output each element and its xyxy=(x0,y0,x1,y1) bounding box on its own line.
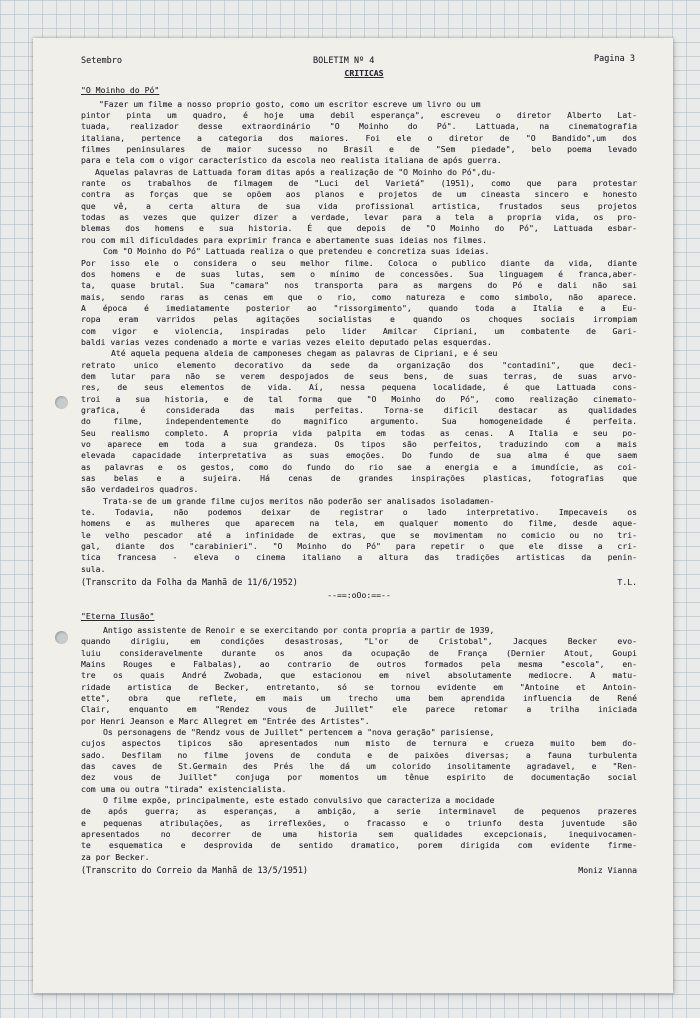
text-line: apresentados no decorrer de uma historia sem qualidades excepcionais, inequivocamen- xyxy=(81,829,637,839)
text-line: filmes peninsulares de maior sucesso no Brasil e de "Sem piedade", belo poema levado xyxy=(81,144,637,155)
text-line: que vê, a certa altura de sua vida profissional artistica, frustados seus projetos xyxy=(81,200,637,211)
review-moinho xyxy=(81,85,637,589)
text-line: ridade artistica de Becker, entretanto, só se tornou evidente em "Antoine et Antoin- xyxy=(81,681,637,692)
review-title: "Eterna Ilusão" xyxy=(81,611,155,622)
text-line: Trata-se de um grande filme cujos meritos não poderão ser analisados isoladamen- xyxy=(103,495,495,506)
text-line: para e tela com o vigor característico da escola neo realista italiana de após guerra. xyxy=(81,155,502,166)
text-line: vo aparece em toda a sua grandeza. Os tipos são perfeitos, traduzindo com a mais xyxy=(81,439,637,449)
text-line: do filme, independentemente do magnifico argumento. Sua homogeneidade é perfeita. xyxy=(81,416,637,427)
text-line: Clair, enquanto em "Rendez vous de Juillet" ele parece retomar a trilha iniciada xyxy=(81,704,637,715)
text-line: com uma ou outra "tirada" existencialista. xyxy=(81,783,287,794)
text-line: e pequenas atribulações, as irreflexões, o fracasso e o triunfo desta juventude são xyxy=(81,817,637,828)
document-sheet xyxy=(33,38,673,993)
section-divider: --==:oOo:==-- xyxy=(327,590,391,601)
punch-hole xyxy=(55,396,68,409)
text-line: baldi varias vezes condenado a morte e varias vezes eleito deputado pelas esquerdas. xyxy=(81,336,492,347)
text-line: dem lutar para não se verem despojados de seus bens, de suas terras, de suas arvo- xyxy=(81,370,637,381)
text-line: Seu realismo completo. A propria vida palpita em todas as cenas. A Italia e seu po- xyxy=(81,427,637,438)
text-line: rou com mil dificuldades para exprimir franca e abertamente suas ideias nos filmes. xyxy=(81,234,488,245)
text-line: retrato unico elemento decorativo da sede da organização dos "contadini", que deci- xyxy=(81,359,637,370)
text-line: Por isso ele o considera o seu melhor filme. Coloca o publico diante da vida, diante xyxy=(81,257,637,268)
page-header xyxy=(81,56,637,68)
text-line: te. Todavia, não podemos deixar de registrar o lado interpretativo. Impecaveis os xyxy=(81,507,637,518)
review-paragraph xyxy=(81,795,637,863)
text-line: "Fazer um filme a nosso proprio gosto, como um escritor escreve um livro ou um xyxy=(99,98,481,109)
text-line: são verdadeiros quadros. xyxy=(81,484,199,495)
review-title: "O Moinho do Pó" xyxy=(81,85,160,96)
text-line: rante os trabalhos de filmagem de "Luci del Varietá" (1951), como que para protestar xyxy=(81,178,637,189)
text-line: Mains Rouges e Falbalas), ao contrario de outros formados pela mesma "escola", en- xyxy=(81,658,637,669)
text-line: res, de seus elementos de vida. Aí, nessa pequena localidade, é que Lattuada cons- xyxy=(81,382,637,393)
text-line: ta, quase brutal. Sua "camara" nos transporta para as margens do Pó e dali não sai xyxy=(81,280,637,291)
text-line: mais, sendo raras as cenas em que o rio, como natureza e como simbolo, não aparece. xyxy=(81,291,637,302)
text-line: Até aquela pequena aldeia de camponeses chegam as palavras de Cipriani, e é seu xyxy=(111,348,498,359)
text-line: com vigor e violencia, inspiradas pelo lider Amilcar Cipriani, um combatente de Gari- xyxy=(81,325,637,336)
text-line: ette", obra que reflete, em mais um trecho uma bem aprendida influencia de René xyxy=(81,692,637,703)
review-source xyxy=(81,865,637,877)
section-title: CRITICAS xyxy=(344,68,384,78)
review-paragraph xyxy=(81,99,637,167)
text-line: por Henri Jeanson e Marc Allegret em "Entrée des Artistes". xyxy=(81,715,370,726)
text-line: O filme expõe, principalmente, este estado convulsivo que caracteriza a mocidade xyxy=(103,794,495,805)
text-line: ropa eram varridos pelas agitações socialistas e quando os choques sociais irrompiam xyxy=(81,314,637,325)
header-month: Setembro xyxy=(81,56,122,66)
author-signature: Moniz Vianna xyxy=(578,865,637,876)
text-line: te esquematica e desprovida de sentido dramatico, porem dirigida com evidente firme- xyxy=(81,840,637,851)
text-line: A época é imediatamente posterior ao "rissorgimento", quando toda a Italia e a Eu- xyxy=(81,302,637,313)
review-source xyxy=(81,577,637,589)
text-line: le velho pescador até a infinidade de extras, que se movimentam no comicio ou no tri- xyxy=(81,529,637,540)
text-line: blemas dos homens e sua historia. É que depois de "O Moinho do Pó", Lattuada esbar- xyxy=(81,223,637,234)
text-line: tica francesa - eleva o cinema italiano a altura das tradições artisticas da penin- xyxy=(81,552,637,563)
review-eterna-ilusao xyxy=(81,611,637,877)
text-line: Aquelas palavras de Lattuada foram ditas após a realização de "O Moinho do Pó",du- xyxy=(95,166,497,177)
text-line: dez vous de Juillet" conjuga por momentos um tênue espirito de documentação social xyxy=(81,772,637,783)
header-page-number: Pagina 3 xyxy=(594,54,635,64)
text-line: sado. Desfilam no filme jovens de conduta e de paixões diversas; a fauna turbulenta xyxy=(81,749,637,760)
review-paragraph xyxy=(81,348,637,495)
text-line: elevada capacidade interpretativa as suas emoções. Do fundo de sua alma é que saem xyxy=(81,450,637,461)
author-signature: T.L. xyxy=(617,577,637,588)
review-paragraph xyxy=(81,167,637,246)
document-body xyxy=(81,56,637,877)
text-line: quando dirigiu, em condições desastrosas, "L'or de Cristobal", Jacques Becker evo- xyxy=(81,636,637,647)
text-line: italiana, pertence a categoria dos maiores. Foi ele o diretor de "O Bandido",um dos xyxy=(81,132,637,143)
text-line: za por Becker. xyxy=(81,851,150,862)
text-line: de após guerra; as esperanças, a ambição, a serie interminavel de pequenos prazeres xyxy=(81,806,637,817)
review-paragraph xyxy=(81,246,637,348)
text-line: das caves de St.Germain des Prés lhe dá um colorido insolitamente agradavel, e "Ren- xyxy=(81,760,637,771)
header-bulletin: BOLETIM Nº 4 xyxy=(313,56,375,66)
text-line: Com "O Moinho do Pó" Lattuada realiza o que pretendeu e concretiza suas ideias. xyxy=(103,246,490,257)
text-line: cujos aspectos tipicos são apresentados num misto de ternura e crueza muito bem do- xyxy=(81,738,637,749)
text-line: tre os quais André Zwobada, que estacionou em nivel absolutamente mediocre. A matu- xyxy=(81,670,637,681)
punch-hole xyxy=(55,631,68,644)
text-line: homens e as mulheres que aparecem na tela, em qualquer momento do filme, desde aque- xyxy=(81,518,637,529)
text-line: Os personagens de "Rendz vous de Juillet" pertencem a "nova geração" parisiense, xyxy=(103,726,495,737)
review-paragraph xyxy=(81,496,637,575)
text-line: troi a sua historia, e de tal forma que "O Moinho do Pó", como realização cinemato- xyxy=(81,393,637,404)
text-line: Antigo assistente de Renoir e se exercitando por conta propria a partir de 1939, xyxy=(103,624,495,635)
text-line: grafica, é considerada das mais perfeitas. Torna-se dificil destacar as qualidades xyxy=(81,404,637,415)
text-line: as palavras e os gestos, como do fundo do rio sae a energia e a imundície, as coi- xyxy=(81,461,637,472)
text-line: sula. xyxy=(81,563,106,574)
text-line: dos homens e de suas lutas, sem o mínimo de concessões. Sua linguagem é franca,aber- xyxy=(81,268,637,279)
text-line: gal, diante dos "carabinieri". "O Moinho do Pó" para repetir o que ele disse a cri- xyxy=(81,541,637,552)
text-line: contra as forças que se opõem aos planos e projetos de um cineasta sincero e honesto xyxy=(81,189,637,200)
text-line: sas belas e a sujeira. Há cenas de grandes inspirações plasticas, fotografias que xyxy=(81,473,637,484)
text-line: luiu consideravelmente durante os anos da ocupação de França (Dernier Atout, Goupi xyxy=(81,647,637,658)
text-line: todas as vezes que quizer dizer a verdade, levar para a tela a propria vida, os pro- xyxy=(81,212,637,223)
text-line: pintor pinta um quadro, é hoje uma debil esperança", escreveu o diretor Alberto Lat- xyxy=(81,110,637,121)
source-citation: (Transcrito da Folha da Manhã de 11/6/1952) xyxy=(81,577,298,588)
review-paragraph xyxy=(81,727,637,795)
source-citation: (Transcrito do Correio da Manhã de 13/5/1951) xyxy=(81,865,308,876)
text-line: tuada, realizador desse extraordinário "O Moinho do Pó". Lattuada, na cinematografia xyxy=(81,121,637,132)
review-paragraph xyxy=(81,625,637,727)
